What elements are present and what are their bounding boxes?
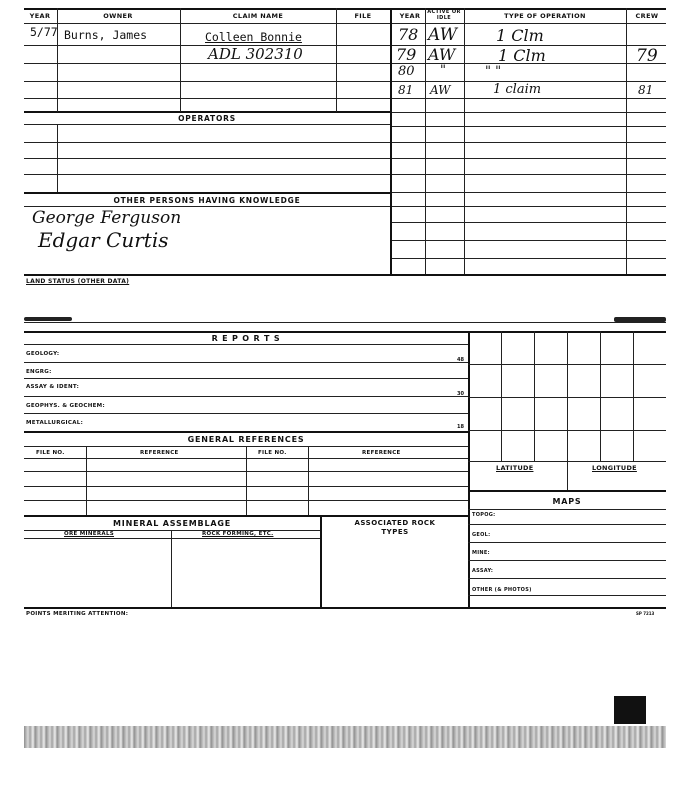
- form-code: SP 7213: [636, 611, 655, 616]
- knowledge-title: OTHER PERSONS HAVING KNOWLEDGE: [113, 196, 301, 205]
- report-geology-num: 48: [457, 357, 464, 363]
- maps-topog: TOPOG:: [472, 512, 496, 518]
- reports-title: R E P O R T S: [211, 334, 281, 343]
- maps-title: MAPS: [552, 497, 582, 506]
- op1-status: AW: [428, 25, 458, 45]
- file-header: FILE: [354, 12, 372, 20]
- report-metallurgical: METALLURGICAL:: [26, 420, 84, 426]
- associated-rock-types: ASSOCIATED ROCK TYPES: [354, 519, 436, 536]
- rock-forming-label: ROCK FORMING, ETC.: [202, 531, 274, 537]
- maps-other: OTHER (& PHOTOS): [472, 587, 532, 593]
- active-idle-header: ACTIVE OR IDLE: [427, 9, 461, 21]
- row1-year: 5/77: [30, 25, 58, 39]
- scan-artifact-block: [614, 696, 646, 724]
- op4-status: AW: [430, 83, 451, 97]
- adl-number: ADL 302310: [208, 45, 303, 63]
- owner-header: OWNER: [103, 12, 133, 20]
- gref-reference-2: REFERENCE: [362, 450, 401, 456]
- scan-smudge-left: [24, 317, 72, 321]
- op2-type: 1 Clm: [498, 46, 546, 65]
- op4-crew: 81: [638, 83, 654, 97]
- year-header: YEAR: [29, 12, 51, 20]
- op3-year: 80: [398, 64, 415, 79]
- knowledge-name-1: George Ferguson: [32, 208, 182, 228]
- crew-header: CREW: [635, 12, 659, 20]
- scan-artifact-band: [24, 726, 666, 748]
- op3-status: ": [440, 63, 446, 78]
- type-operation-header: TYPE OF OPERATION: [504, 12, 586, 20]
- latitude-label: LATITUDE: [496, 464, 534, 472]
- knowledge-name-2: Edgar Curtis: [38, 228, 169, 252]
- report-engrg: ENGRG:: [26, 369, 52, 375]
- maps-mine: MINE:: [472, 550, 490, 556]
- claim-name-header: CLAIM NAME: [232, 12, 284, 20]
- gref-file-no-2: FILE NO.: [258, 450, 287, 456]
- points-meriting-attention: POINTS MERITING ATTENTION:: [26, 611, 129, 617]
- gref-reference-1: REFERENCE: [140, 450, 179, 456]
- report-assay: ASSAY & IDENT:: [26, 384, 80, 390]
- op2-year: 79: [396, 45, 417, 64]
- maps-assay: ASSAY:: [472, 568, 494, 574]
- report-metallurgical-num: 18: [457, 424, 464, 430]
- maps-geol: GEOL:: [472, 532, 491, 538]
- land-status-label: LAND STATUS (OTHER DATA): [26, 278, 130, 285]
- general-references-title: GENERAL REFERENCES: [187, 435, 305, 444]
- op2-status: AW: [428, 45, 456, 64]
- op4-type: 1 claim: [493, 82, 542, 97]
- mineral-assemblage-title: MINERAL ASSEMBLAGE: [113, 519, 231, 528]
- gref-file-no-1: FILE NO.: [36, 450, 65, 456]
- report-geophys-num: 30: [457, 391, 464, 397]
- ore-minerals-label: ORE MINERALS: [64, 531, 115, 537]
- op3-type: " ": [485, 64, 502, 79]
- report-geology: GEOLOGY:: [26, 351, 60, 357]
- op4-year: 81: [398, 83, 414, 97]
- row1-claim-name: Colleen Bonnie: [205, 30, 302, 44]
- operators-title: OPERATORS: [178, 114, 236, 123]
- op2-crew: 79: [636, 46, 658, 66]
- row1-owner: Burns, James: [64, 28, 148, 42]
- year2-header: YEAR: [399, 12, 421, 20]
- longitude-label: LONGITUDE: [592, 464, 637, 472]
- op1-type: 1 Clm: [496, 26, 544, 45]
- op1-year: 78: [398, 25, 419, 44]
- report-geophys: GEOPHYS. & GEOCHEM:: [26, 403, 105, 409]
